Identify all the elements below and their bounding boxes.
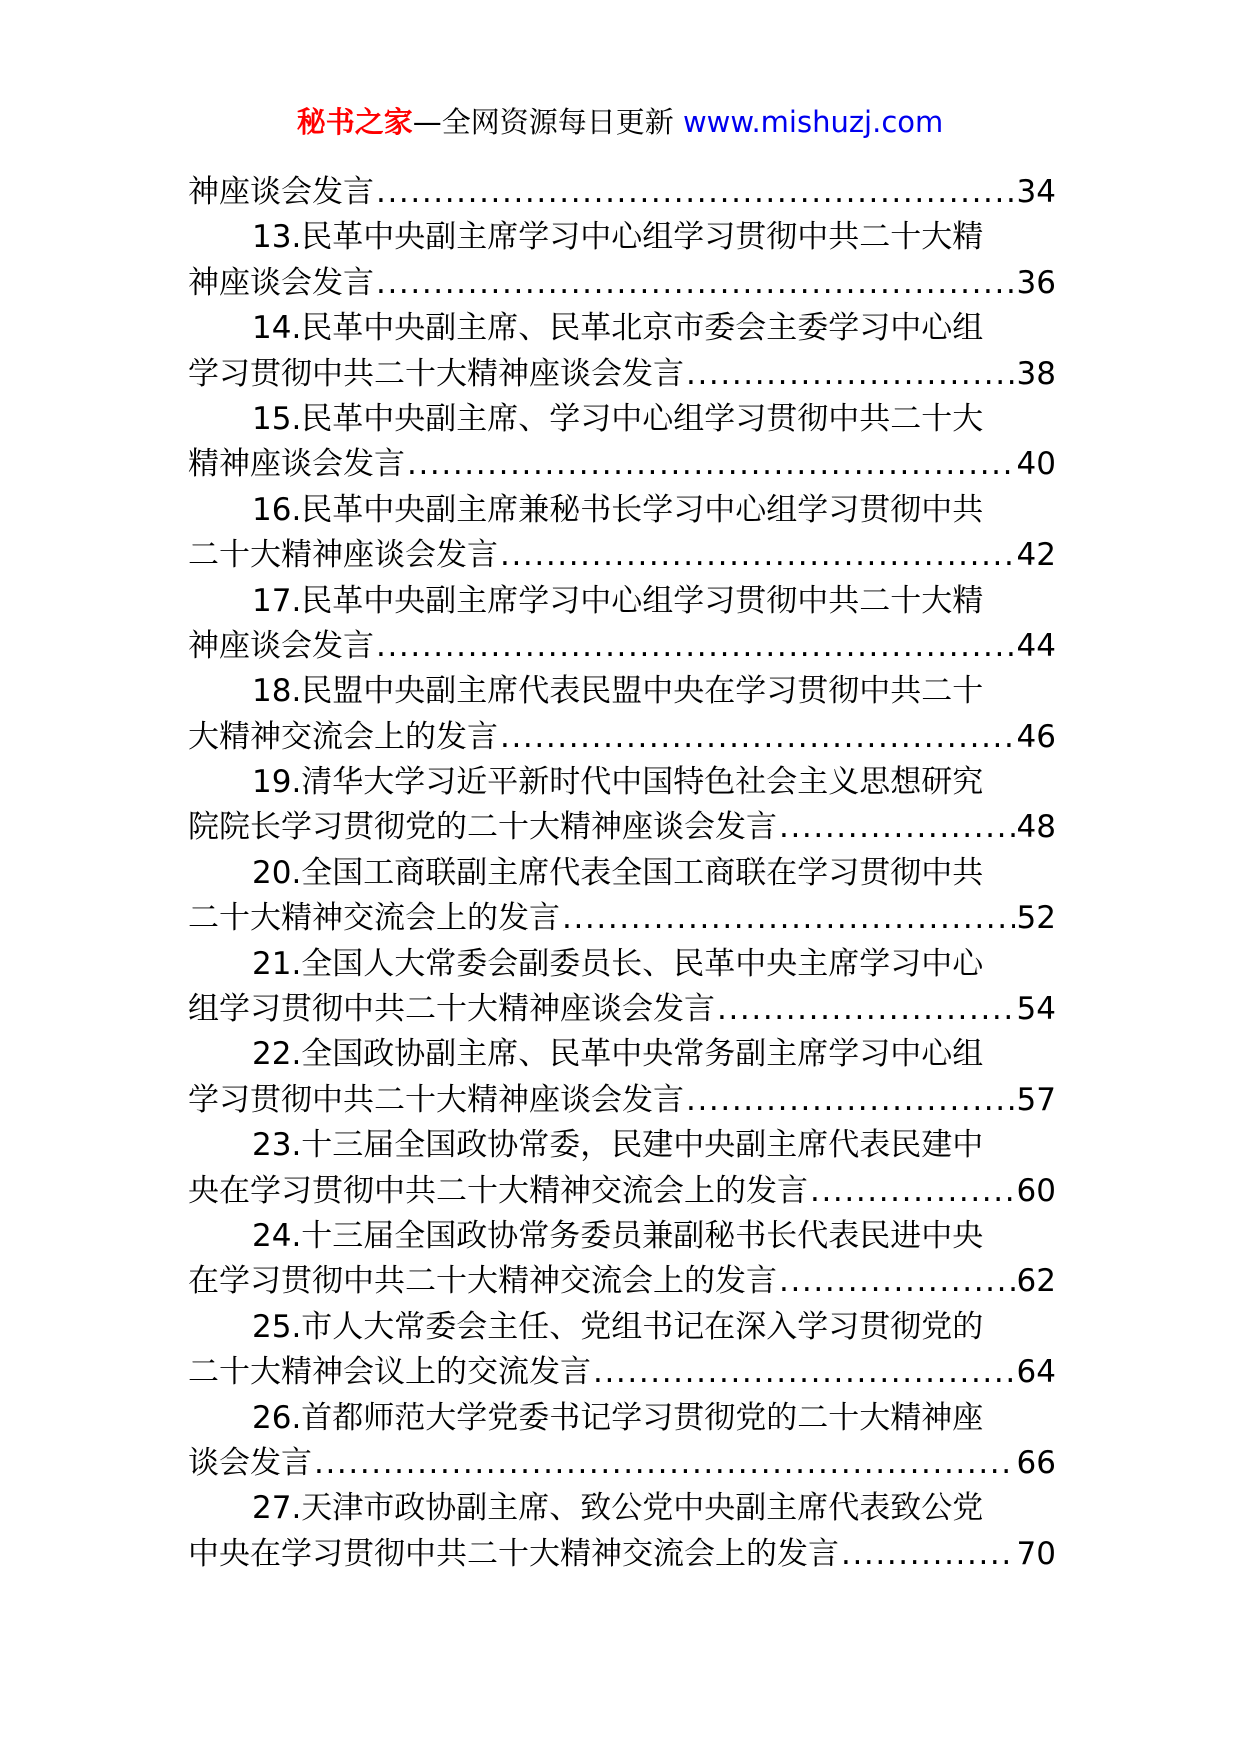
toc-entry-continuation[interactable] — [188, 533, 1056, 578]
toc-entry-continuation[interactable] — [188, 987, 1056, 1032]
toc-entry-heading[interactable]: 22.全国政协副主席、民革中央常务副主席学习中心组 — [252, 1036, 984, 1073]
toc-page-number: 38 — [1016, 355, 1056, 392]
toc-entry-heading[interactable]: 17.民革中央副主席学习中心组学习贯彻中共二十大精 — [252, 582, 984, 619]
dot-leader — [779, 1259, 1015, 1304]
table-of-contents — [188, 170, 1056, 1577]
toc-entry-title: 神座谈会发言 — [188, 174, 374, 210]
toc-page-number: 60 — [1016, 1172, 1056, 1209]
toc-entry-title: 二十大精神会议上的交流发言 — [188, 1354, 591, 1391]
toc-entry-continuation[interactable] — [188, 261, 1056, 306]
toc-entry-title: 精神座谈会发言 — [188, 446, 405, 483]
toc-entry-heading[interactable]: 25.市人大常委会主任、党组书记在深入学习贯彻党的 — [252, 1308, 984, 1345]
toc-entry-continuation[interactable] — [188, 1169, 1056, 1214]
toc-entry-continuation[interactable] — [188, 896, 1056, 941]
dot-leader — [779, 805, 1015, 850]
dot-leader — [500, 715, 1015, 760]
brand-name: 秘书之家 — [296, 105, 413, 139]
toc-page-number: 66 — [1016, 1444, 1056, 1481]
dot-leader — [717, 987, 1015, 1032]
toc-entry-heading[interactable]: 23.十三届全国政协常委，民建中央副主席代表民建中 — [252, 1127, 984, 1164]
toc-entry-heading[interactable]: 13.民革中央副主席学习中心组学习贯彻中共二十大精 — [252, 219, 984, 256]
toc-entry-title: 学习贯彻中共二十大精神座谈会发言 — [188, 1081, 684, 1118]
dot-leader — [686, 352, 1015, 397]
toc-entry-heading[interactable]: 16.民革中央副主席兼秘书长学习中心组学习贯彻中共 — [252, 491, 984, 528]
toc-page-number: 42 — [1016, 537, 1056, 574]
dot-leader — [593, 1350, 1015, 1395]
toc-entry-continuation[interactable] — [188, 170, 1056, 215]
toc-entry-title: 院院长学习贯彻党的二十大精神座谈会发言 — [188, 809, 777, 846]
toc-entry-heading[interactable]: 27.天津市政协副主席、致公党中央副主席代表致公党 — [252, 1490, 984, 1527]
toc-entry-title: 神座谈会发言 — [188, 264, 374, 301]
toc-entry-continuation[interactable] — [188, 1078, 1056, 1123]
toc-entry-continuation[interactable] — [188, 442, 1056, 487]
toc-page-number: 57 — [1016, 1081, 1056, 1118]
toc-entry-heading[interactable]: 18.民盟中央副主席代表民盟中央在学习贯彻中共二十 — [252, 673, 984, 710]
toc-entry-title: 谈会发言 — [188, 1444, 312, 1481]
toc-page-number: 46 — [1016, 718, 1056, 755]
toc-entry-title: 在学习贯彻中共二十大精神交流会上的发言 — [188, 1263, 777, 1300]
toc-entry-continuation[interactable] — [188, 715, 1056, 760]
toc-entry-heading[interactable]: 19.清华大学习近平新时代中国特色社会主义思想研究 — [252, 764, 984, 801]
dot-leader — [841, 1532, 1015, 1577]
dot-leader — [376, 170, 1015, 215]
toc-page-number: 34 — [1016, 174, 1056, 210]
toc-entry-continuation[interactable] — [188, 1441, 1056, 1486]
toc-page-number: 48 — [1016, 809, 1056, 846]
toc-page-number: 62 — [1016, 1263, 1056, 1300]
page-header — [0, 102, 1240, 142]
toc-entry-continuation[interactable] — [188, 805, 1056, 850]
toc-entry-continuation[interactable] — [188, 1532, 1056, 1577]
toc-entry-title: 二十大精神交流会上的发言 — [188, 900, 560, 937]
dot-leader — [407, 442, 1015, 487]
toc-entry-heading[interactable]: 15.民革中央副主席、学习中心组学习贯彻中共二十大 — [252, 400, 984, 437]
toc-entry-heading[interactable]: 14.民革中央副主席、民革北京市委会主委学习中心组 — [252, 310, 984, 347]
toc-entry-continuation[interactable] — [188, 1350, 1056, 1395]
toc-entry-title: 二十大精神座谈会发言 — [188, 537, 498, 574]
toc-page-number: 44 — [1016, 627, 1056, 664]
dot-leader — [686, 1078, 1015, 1123]
toc-entry-title: 大精神交流会上的发言 — [188, 718, 498, 755]
toc-entry-heading[interactable]: 24.十三届全国政协常务委员兼副秘书长代表民进中央 — [252, 1217, 984, 1254]
dot-leader — [810, 1169, 1015, 1214]
toc-page-number: 64 — [1016, 1354, 1056, 1391]
dot-leader — [500, 533, 1015, 578]
dot-leader — [376, 261, 1015, 306]
toc-page-number: 40 — [1016, 446, 1056, 483]
dot-leader — [562, 896, 1015, 941]
toc-entry-title: 组学习贯彻中共二十大精神座谈会发言 — [188, 991, 715, 1028]
dot-leader — [376, 624, 1015, 669]
toc-page-number: 52 — [1016, 900, 1056, 937]
header-tagline: —全网资源每日更新 — [412, 105, 683, 139]
toc-page-number: 54 — [1016, 991, 1056, 1028]
toc-entry-heading[interactable]: 26.首都师范大学党委书记学习贯彻党的二十大精神座 — [252, 1399, 984, 1436]
toc-page-number: 70 — [1016, 1535, 1056, 1572]
toc-entry-title: 神座谈会发言 — [188, 627, 374, 664]
toc-entry-heading[interactable]: 21.全国人大常委会副委员长、民革中央主席学习中心 — [252, 945, 984, 982]
website-link[interactable]: www.mishuzj.com — [682, 105, 944, 139]
toc-entry-title: 中央在学习贯彻中共二十大精神交流会上的发言 — [188, 1535, 839, 1572]
toc-entry-heading[interactable]: 20.全国工商联副主席代表全国工商联在学习贯彻中共 — [252, 854, 984, 891]
toc-page-number: 36 — [1016, 264, 1056, 301]
toc-entry-continuation[interactable] — [188, 352, 1056, 397]
dot-leader — [314, 1441, 1015, 1486]
toc-entry-continuation[interactable] — [188, 624, 1056, 669]
toc-entry-continuation[interactable] — [188, 1259, 1056, 1304]
toc-entry-title: 央在学习贯彻中共二十大精神交流会上的发言 — [188, 1172, 808, 1209]
toc-entry-title: 学习贯彻中共二十大精神座谈会发言 — [188, 355, 684, 392]
